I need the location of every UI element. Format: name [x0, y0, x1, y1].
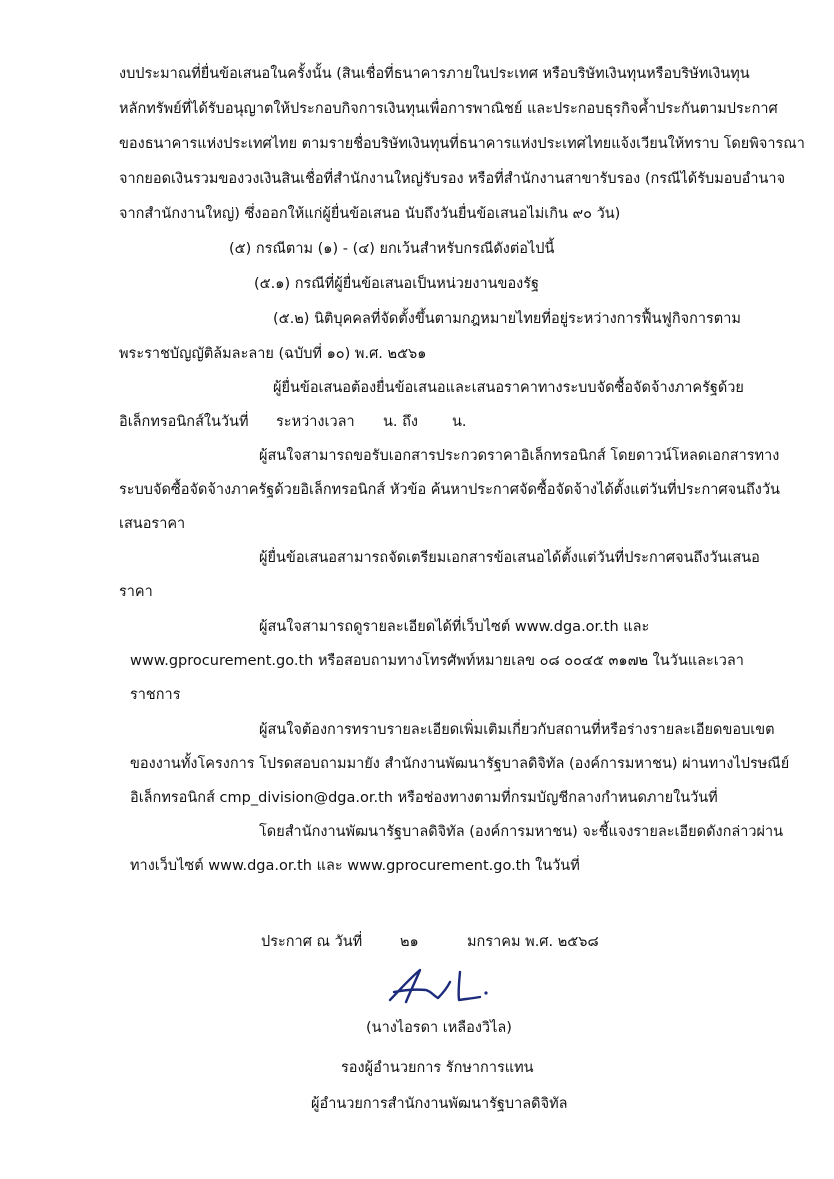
paragraph-line: ผู้ยื่นข้อเสนอสามารถจัดเตรียมเอกสารข้อเสนอได้ตั้งแต่วันที่ประกาศจนถึงวันเสนอ: [259, 550, 760, 566]
paragraph-line: งบประมาณที่ยื่นข้อเสนอในครั้งนั้น (สินเชื่อที่ธนาคารภายในประเทศ หรือบริษัทเงินทุนหรือบริษัทเงินทุน: [119, 66, 750, 82]
clause-5-2-line1: (๕.๒) นิติบุคคลที่จัดตั้งขึ้นตามกฎหมายไทยที่อยู่ระหว่างการฟื้นฟูกิจการตาม: [273, 311, 741, 327]
paragraph-line: ผู้สนใจสามารถขอรับเอกสารประกวดราคาอิเล็กทรอนิกส์ โดยดาวน์โหลดเอกสารทาง: [259, 448, 780, 464]
announcement-month-year: มกราคม พ.ศ. ๒๕๖๘: [467, 934, 599, 950]
paragraph-line: หลักทรัพย์ที่ได้รับอนุญาตให้ประกอบกิจการเงินทุนเพื่อการพาณิชย์ และประกอบธุรกิจค้ำประกันตามประกาศ: [119, 101, 778, 117]
submit-time-label: ระหว่างเวลา: [276, 414, 355, 430]
clause-5: (๕) กรณีตาม (๑) - (๔) ยกเว้นสำหรับกรณีดังต่อไปนี้: [229, 241, 555, 257]
submit-time-from: น. ถึง: [383, 414, 418, 430]
submit-time-to: น.: [452, 414, 467, 430]
handwritten-signature: [380, 962, 490, 1010]
paragraph-line: ราคา: [119, 584, 153, 600]
paragraph-line: ผู้สนใจสามารถดูรายละเอียดได้ที่เว็บไซต์ www.dga.or.th และ: [259, 619, 650, 635]
submit-line: ผู้ยื่นข้อเสนอต้องยื่นข้อเสนอและเสนอราคาทางระบบจัดซื้อจัดจ้างภาครัฐด้วย: [273, 380, 744, 396]
clause-5-2-line2: พระราชบัญญัติล้มละลาย (ฉบับที่ ๑๐) พ.ศ. ๒๕๖๑: [119, 346, 427, 362]
signatory-position-1: รองผู้อำนวยการ รักษาการแทน: [341, 1060, 534, 1076]
paragraph-line: ระบบจัดซื้อจัดจ้างภาครัฐด้วยอิเล็กทรอนิกส์ หัวข้อ ค้นหาประกาศจัดซื้อจัดจ้างได้ตั้งแต่วันที่ประกาศจนถึงวัน: [119, 482, 780, 498]
announcement-label: ประกาศ ณ วันที่: [261, 934, 363, 950]
clause-5-1: (๕.๑) กรณีที่ผู้ยื่นข้อเสนอเป็นหน่วยงานของรัฐ: [254, 276, 540, 292]
paragraph-line: จากยอดเงินรวมของวงเงินสินเชื่อที่สำนักงานใหญ่รับรอง หรือที่สำนักงานสาขารับรอง (กรณีได้รับมอบอำนาจ: [119, 171, 786, 187]
signature-image: [380, 962, 490, 1010]
paragraph-line: โดยสำนักงานพัฒนารัฐบาลดิจิทัล (องค์การมหาชน) จะชี้แจงรายละเอียดดังกล่าวผ่าน: [259, 824, 784, 840]
paragraph-line: เสนอราคา: [119, 516, 186, 532]
submit-date-label: อิเล็กทรอนิกส์ในวันที่: [119, 414, 249, 430]
signatory-position-2: ผู้อำนวยการสำนักงานพัฒนารัฐบาลดิจิทัล: [311, 1096, 568, 1112]
paragraph-line: ทางเว็บไซต์ www.dga.or.th และ www.gprocurement.go.th ในวันที่: [130, 858, 580, 874]
paragraph-line: ผู้สนใจต้องการทราบรายละเอียดเพิ่มเติมเกี่ยวกับสถานที่หรือร่างรายละเอียดขอบเขต: [259, 722, 775, 738]
signatory-name: (นางไอรดา เหลืองวิไล): [366, 1020, 512, 1036]
paragraph-line: ราชการ: [130, 687, 181, 703]
paragraph-line: ของงานทั้งโครงการ โปรดสอบถามมายัง สำนักงานพัฒนารัฐบาลดิจิทัล (องค์การมหาชน) ผ่านทางไปรษณีย์: [130, 756, 790, 772]
announcement-day: ๒๑: [400, 934, 419, 950]
paragraph-line: ของธนาคารแห่งประเทศไทย ตามรายชื่อบริษัทเงินทุนที่ธนาคารแห่งประเทศไทยแจ้งเวียนให้ทราบ โดยพิจารณา: [119, 136, 805, 152]
paragraph-line: www.gprocurement.go.th หรือสอบถามทางโทรศัพท์หมายเลข ๐๘ ๐๐๔๕ ๓๑๗๒ ในวันและเวลา: [130, 653, 744, 669]
paragraph-line: จากสำนักงานใหญ่) ซึ่งออกให้แก่ผู้ยื่นข้อเสนอ นับถึงวันยื่นข้อเสนอไม่เกิน ๙๐ วัน): [119, 206, 621, 222]
paragraph-line: อิเล็กทรอนิกส์ cmp_division@dga.or.th หรือช่องทางตามที่กรมบัญชีกลางกำหนดภายในวันที่: [130, 790, 718, 806]
